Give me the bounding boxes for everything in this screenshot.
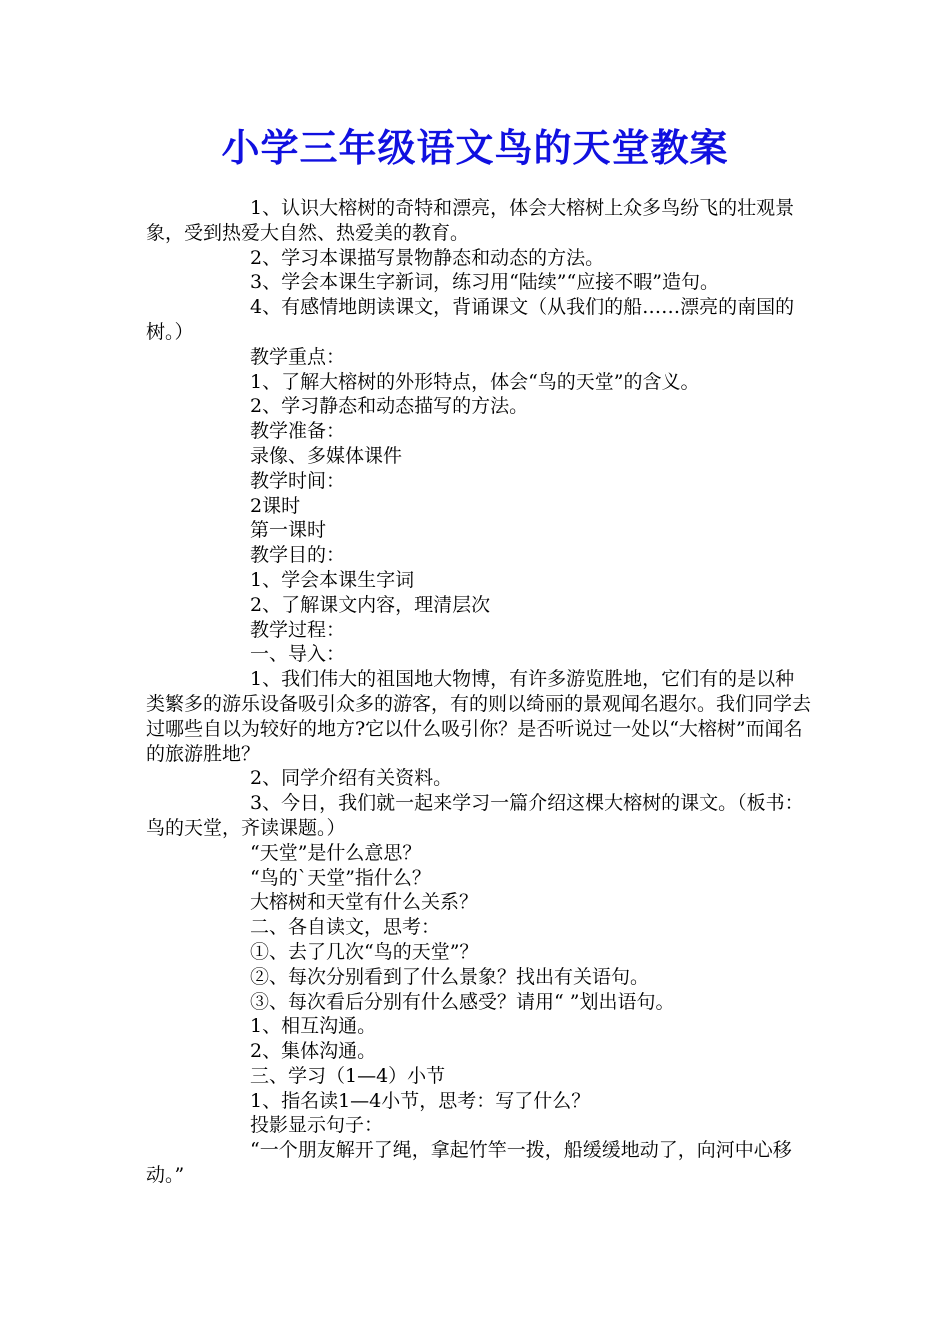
paragraph: 1、学会本课生字词 bbox=[250, 568, 415, 591]
paragraph: 录像、多媒体课件 bbox=[250, 444, 403, 467]
paragraph: 3、今日，我们就一起来学习一篇介绍这棵大榕树的课文。（板书：鸟的天堂，齐读课题。） bbox=[146, 792, 804, 839]
paragraph: 三、学习（1—4）小节 bbox=[250, 1064, 446, 1087]
paragraph: 2、了解课文内容，理清层次 bbox=[250, 593, 491, 616]
paragraph: 教学准备： bbox=[250, 420, 346, 443]
paragraph: 2、集体沟通。 bbox=[250, 1040, 377, 1063]
paragraph: ②、每次分别看到了什么景象？找出有关语句。 bbox=[250, 965, 650, 988]
paragraph: 2课时 bbox=[250, 494, 301, 517]
paragraph: 2、学习本课描写景物静态和动态的方法。 bbox=[250, 246, 605, 269]
paragraph: “一个朋友解开了绳，拿起竹竿一拨，船缓缓地动了，向河中心移动。” bbox=[146, 1139, 792, 1187]
paragraph: 1、我们伟大的祖国地大物博，有许多游览胜地，它们有的是以种类繁多的游乐设备吸引众多的游客，有的则以绮丽的景观闻名遐尔。我们同学去过哪些自以为较好的地方?它以什么吸引你？是否听说过一处以“大榕树”而闻名的旅游胜地？ bbox=[146, 668, 812, 765]
paragraph: 1、认识大榕树的奇特和漂亮，体会大榕树上众多鸟纷飞的壮观景象，受到热爱大自然、热爱美的教育。 bbox=[146, 197, 795, 244]
paragraph: ①、去了几次“鸟的天堂”？ bbox=[250, 940, 479, 963]
paragraph: 1、指名读1—4小节，思考：写了什么？ bbox=[250, 1089, 591, 1112]
paragraph: 2、学习静态和动态描写的方法。 bbox=[250, 395, 529, 418]
paragraph: 教学重点： bbox=[250, 345, 346, 368]
paragraph: 1、相互沟通。 bbox=[250, 1015, 377, 1038]
paragraph: “天堂”是什么意思？ bbox=[250, 841, 422, 864]
document-body bbox=[146, 196, 811, 1188]
paragraph: 大榕树和天堂有什么关系？ bbox=[250, 891, 479, 914]
paragraph: 3、学会本课生字新词，练习用“陆续”“应接不暇”造句。 bbox=[250, 271, 719, 294]
paragraph: “鸟的`天堂”指什么？ bbox=[250, 866, 431, 889]
paragraph: 第一课时 bbox=[250, 519, 327, 542]
paragraph: 1、了解大榕树的外形特点，体会“鸟的天堂”的含义。 bbox=[250, 370, 700, 393]
paragraph: 教学过程： bbox=[250, 618, 346, 641]
paragraph: 投影显示句子： bbox=[250, 1114, 384, 1137]
paragraph: 4、有感情地朗读课文，背诵课文（从我们的船……漂亮的南国的树。） bbox=[146, 296, 795, 343]
paragraph: 教学时间： bbox=[250, 469, 346, 492]
paragraph: ③、每次看后分别有什么感受？请用“ ”划出语句。 bbox=[250, 990, 675, 1013]
document-title: 小学三年级语文鸟的天堂教案 bbox=[221, 125, 729, 170]
paragraph: 一、导入： bbox=[250, 643, 346, 666]
paragraph: 二、各自读文，思考： bbox=[250, 916, 441, 939]
paragraph: 教学目的： bbox=[250, 544, 346, 567]
paragraph: 2、同学介绍有关资料。 bbox=[250, 767, 453, 790]
